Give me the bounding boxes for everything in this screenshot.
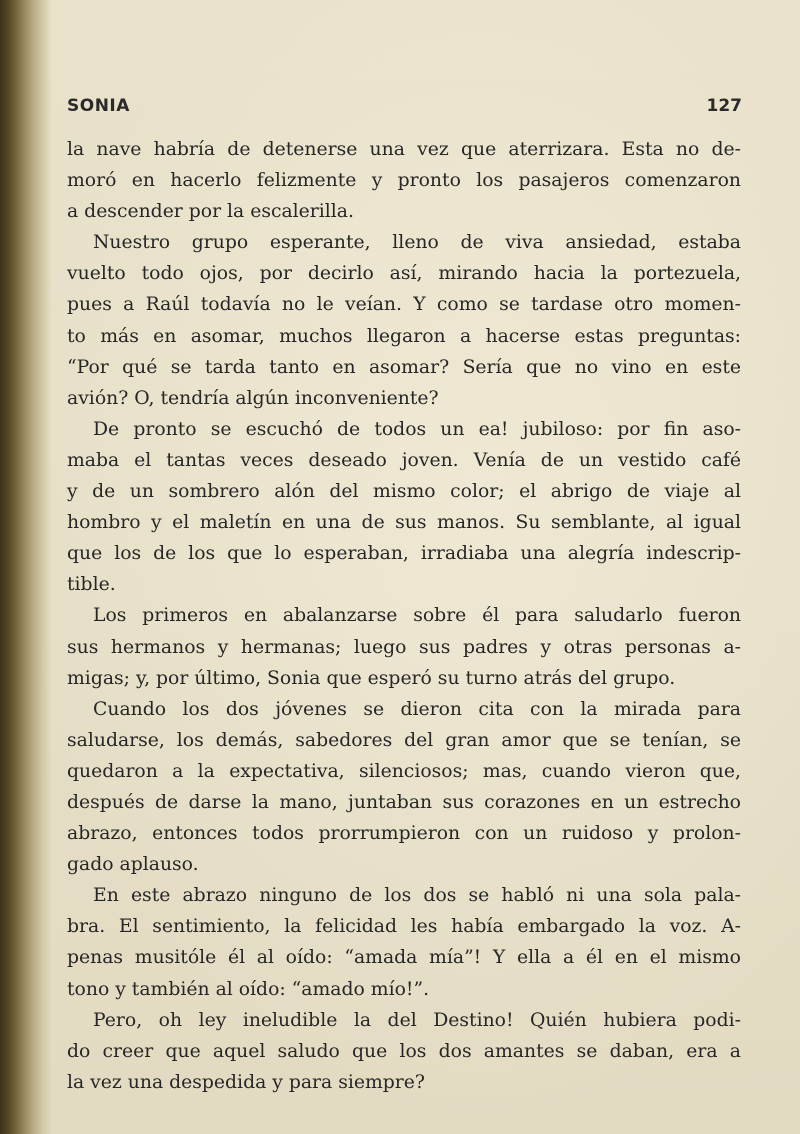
text-line: la vez una despedida y para siempre?: [67, 1071, 425, 1093]
text-line: “Por qué se tarda tanto en asomar? Sería que no vino en este: [67, 356, 741, 378]
text-line: maba el tantas veces deseado joven. Venía de un vestido café: [67, 449, 741, 471]
text-line: Nuestro grupo esperante, lleno de viva ansiedad, estaba: [93, 232, 741, 254]
text-line: y de un sombrero alón del mismo color; el abrigo de viaje al: [67, 481, 741, 503]
text-line: Cuando los dos jóvenes se dieron cita con la mirada para: [93, 698, 741, 720]
text-line: tono y también al oído: “amado mío!”.: [67, 978, 430, 1000]
text-line: quedaron a la expectativa, silenciosos; mas, cuando vieron que,: [67, 760, 741, 782]
text-line: hombro y el maletín en una de sus manos. Su semblante, al igual: [67, 512, 741, 534]
text-line: vuelto todo ojos, por decirlo así, mirando hacia la portezuela,: [67, 263, 741, 285]
text-line: migas; y, por último, Sonia que esperó su turno atrás del grupo.: [67, 667, 676, 689]
text-line: De pronto se escuchó de todos un ea! jubiloso: por fin aso-: [93, 418, 741, 440]
text-line: avión? O, tendría algún inconveniente?: [67, 387, 439, 409]
text-line: después de darse la mano, juntaban sus corazones en un estrecho: [67, 791, 741, 813]
text-line: gado aplauso.: [67, 854, 199, 876]
text-line: la nave habría de detenerse una vez que aterrizara. Esta no de-: [67, 139, 741, 160]
text-line: abrazo, entonces todos prorrumpieron con un ruidoso y prolon-: [67, 823, 741, 845]
text-line: tible.: [67, 574, 116, 596]
running-head: [67, 96, 742, 120]
text-line: saludarse, los demás, sabedores del gran amor que se tenían, se: [67, 729, 741, 751]
page-number: 127: [706, 96, 742, 116]
text-line: En este abrazo ninguno de los dos se habló ni una sola pala-: [93, 885, 741, 907]
text-line: moró en hacerlo felizmente y pronto los pasajeros comenzaron: [67, 170, 741, 192]
text-line: pues a Raúl todavía no le veían. Y como se tardase otro momen-: [67, 294, 741, 316]
text-line: Pero, oh ley ineludible la del Destino! Quién hubiera podi-: [93, 1009, 741, 1031]
text-line: que los de los que lo esperaban, irradiaba una alegría indescrip-: [67, 543, 741, 565]
text-line: penas musitóle él al oído: “amada mía”! Y ella a él en el mismo: [67, 947, 741, 969]
text-line: Los primeros en abalanzarse sobre él para saludarlo fueron: [93, 605, 741, 627]
body-text: [67, 134, 741, 1098]
book-spine-shadow: [0, 0, 52, 1134]
text-line: a descender por la escalerilla.: [67, 201, 354, 223]
running-title: SONIA: [67, 96, 130, 116]
text-line: sus hermanos y hermanas; luego sus padres y otras personas a-: [67, 636, 741, 658]
text-line: bra. El sentimiento, la felicidad les había embargado la voz. A-: [67, 916, 741, 938]
text-line: to más en asomar, muchos llegaron a hacerse estas preguntas:: [67, 325, 741, 347]
text-line: do creer que aquel saludo que los dos amantes se daban, era a: [67, 1040, 741, 1062]
